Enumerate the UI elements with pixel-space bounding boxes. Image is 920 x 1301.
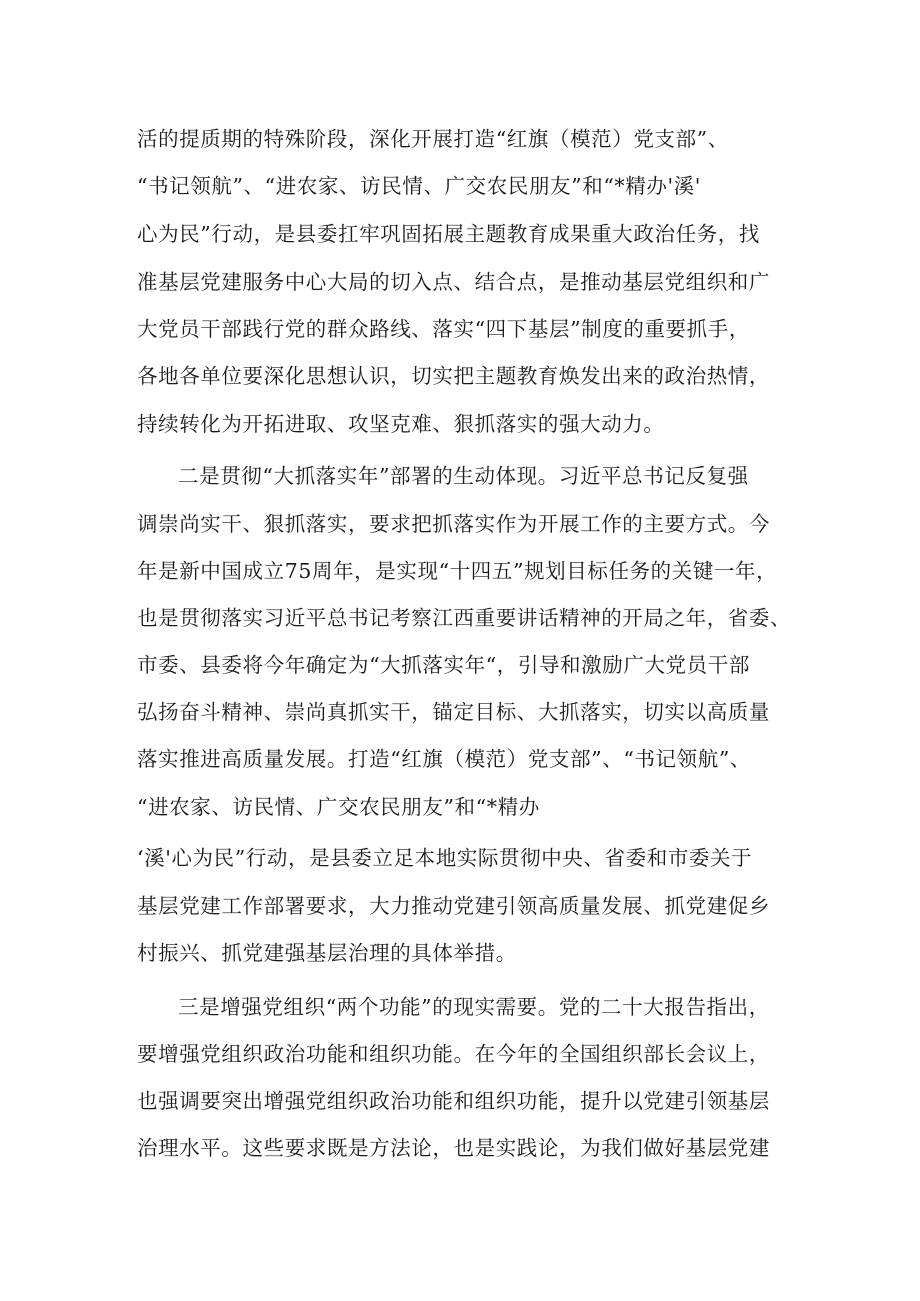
text-line: 市委、县委将今年确定为“大抓落实年“，引导和激励广大党员干部 — [137, 653, 750, 677]
text-line: 要增强党组织政治功能和组织功能。在今年的全国组织部长会议上， — [137, 1042, 770, 1066]
text-line: 落实推进高质量发展。打造“红旗（模范）党支部”、“书记领航”、 — [137, 747, 752, 771]
paragraph-start-line: 三是增强党组织“两个功能”的现实需要。党的二十大报告指出， — [178, 995, 770, 1019]
text-line: 弘扬奋斗精神、崇尚真抓实干，锚定目标、大抓落实，切实以高质量 — [137, 700, 770, 724]
text-line: ‘溪'心为民”行动，是县委立足本地实际贯彻中央、省委和市委关于 — [137, 846, 753, 870]
text-line: 也强调要突出增强党组织政治功能和组织功能，提升以党建引领基层 — [137, 1089, 770, 1113]
text-line: 心为民”行动，是县委扛牢巩固拓展主题教育成果重大政治任务，找 — [137, 222, 760, 246]
text-line: 基层党建工作部署要求，大力推动党建引领高质量发展、抓党建促乡 — [137, 894, 770, 918]
text-line: 大党员干部践行党的群众路线、落实“四下基层”制度的重要抓手， — [137, 317, 750, 341]
text-line: 持续转化为开拓进取、攻坚克难、狠抓落实的强大动力。 — [137, 412, 665, 436]
text-line: 村振兴、抓党建强基层治理的具体举措。 — [137, 941, 517, 965]
text-line: 年是新中国成立75周年，是实现“十四五”规划目标任务的关键一年， — [137, 559, 778, 583]
text-line: 准基层党建服务中心大局的切入点、结合点，是推动基层党组织和广 — [137, 270, 770, 294]
text-line: 活的提质期的特殊阶段，深化开展打造“红旗（模范）党支部”、 — [137, 127, 729, 151]
text-line: 也是贯彻落实习近平总书记考察江西重要讲话精神的开局之年，省委、 — [137, 606, 792, 630]
text-line: “进农家、访民情、广交农民朋友”和“*精办 — [137, 795, 540, 819]
text-line: 治理水平。这些要求既是方法论，也是实践论，为我们做好基层党建 — [137, 1136, 770, 1160]
text-line: 各地各单位要深化思想认识，切实把主题教育焕发出来的政治热情， — [137, 364, 770, 388]
paragraph-start-line: 二是贯彻“大抓落实年”部署的生动体现。习近平总书记反复强 — [178, 464, 749, 488]
text-line: 调崇尚实干、狠抓落实，要求把抓落实作为开展工作的主要方式。今 — [137, 512, 770, 536]
text-line: “书记领航”、“进农家、访民情、广交农民朋友”和“*精办'溪' — [137, 174, 702, 198]
